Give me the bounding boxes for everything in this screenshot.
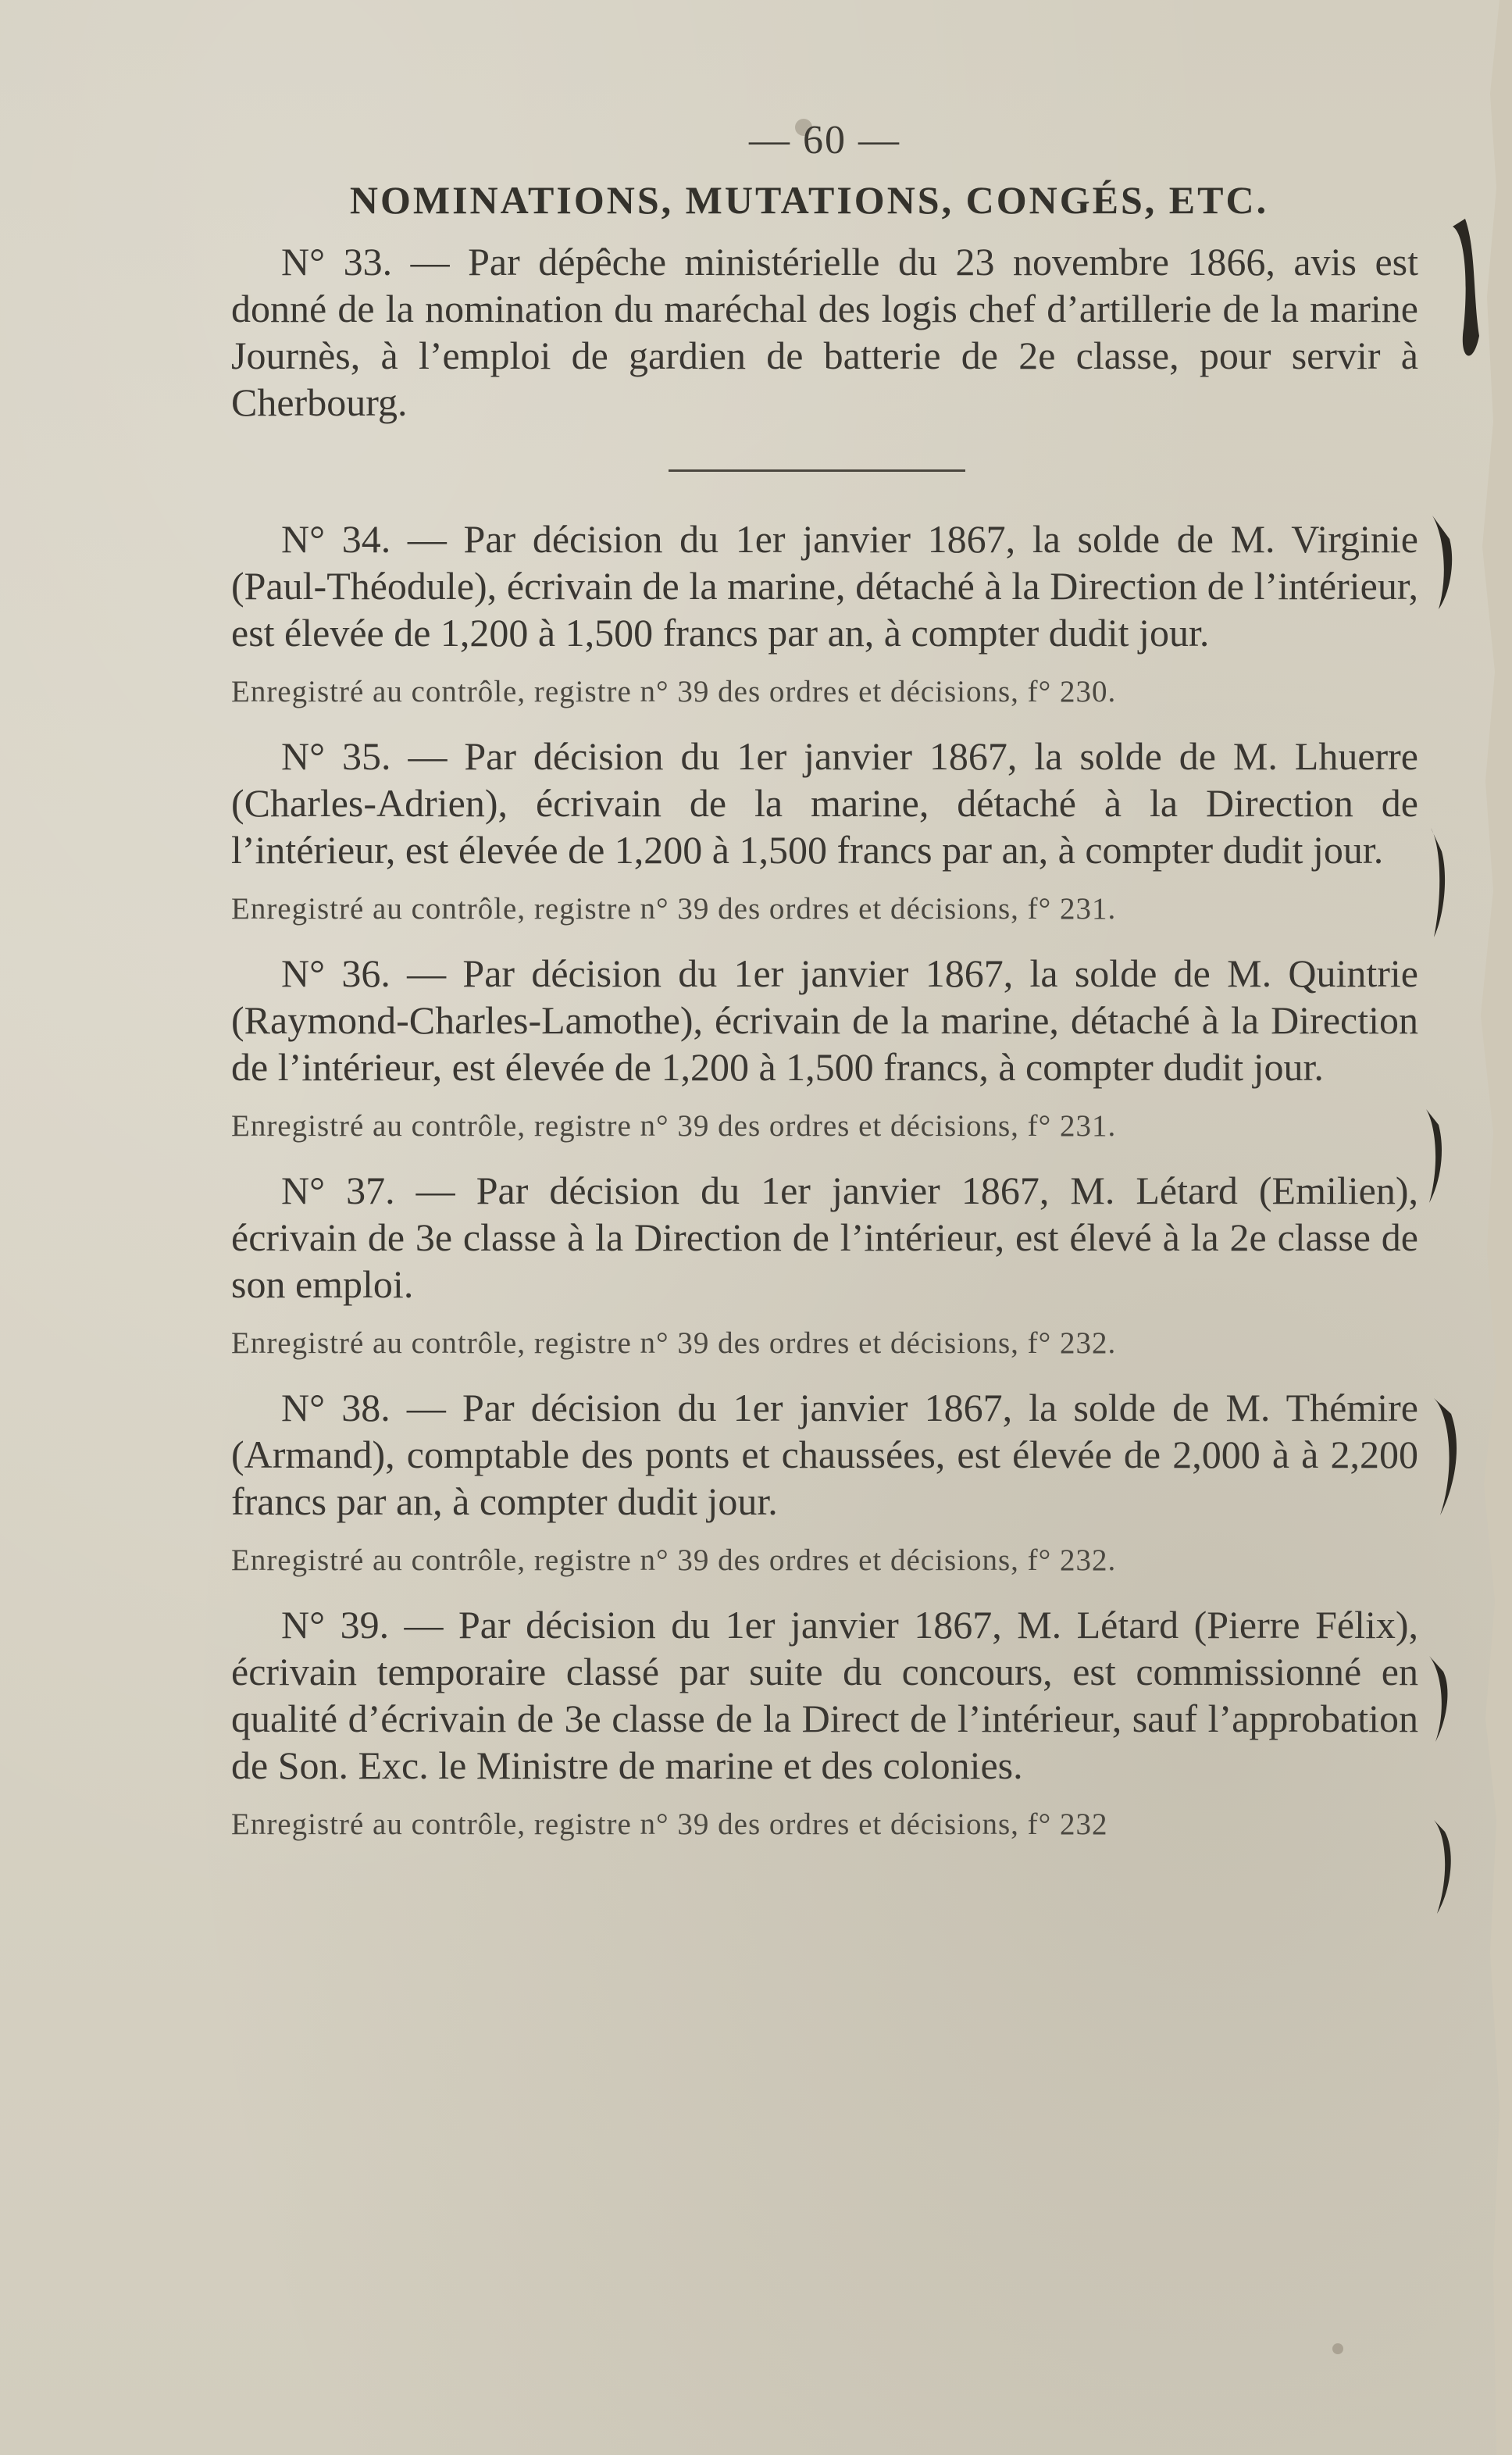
- registration-note: Enregistré au contrôle, registre n° 39 des ordres et décisions, f° 231.: [231, 1109, 1117, 1143]
- registration-note: Enregistré au contrôle, registre n° 39 des ordres et décisions, f° 232.: [231, 1543, 1117, 1577]
- entry-33: [231, 238, 1418, 426]
- entry-36: [231, 950, 1418, 1145]
- section-divider: [669, 469, 965, 472]
- document-page: [231, 117, 1418, 1865]
- torn-page-edge: [1418, 0, 1512, 2455]
- registration-note: Enregistré au contrôle, registre n° 39 des ordres et décisions, f° 232.: [231, 1326, 1117, 1360]
- ink-blot: [1332, 2343, 1343, 2354]
- entry-38: [231, 1384, 1418, 1579]
- entry-text: N° 33. — Par dépêche ministérielle du 23 novembre 1866, avis est donné de la nomination du maréchal des logis chef d’artillerie de la marine Journès, à l’emploi de gardien de batterie de 2e classe, pour servir à Cherbourg.: [231, 240, 1418, 424]
- entry-text: N° 37. — Par décision du 1er janvier 1867, M. Létard (Emilien), écrivain de 3e classe à la Direction de l’intérieur, est élevé à la 2e classe de son emploi.: [231, 1169, 1418, 1306]
- entry-text: N° 34. — Par décision du 1er janvier 1867, la solde de M. Virginie (Paul-Théodule), écrivain de la marine, détaché à la Direction de l’intérieur, est élevée de 1,200 à 1,500 francs par an, à compter dudit jour.: [231, 517, 1418, 655]
- section-title: NOMINATIONS, MUTATIONS, CONGÉS, ETC.: [349, 178, 1269, 222]
- entry-35: [231, 733, 1418, 928]
- registration-note: Enregistré au contrôle, registre n° 39 des ordres et décisions, f° 230.: [231, 675, 1117, 708]
- registration-note: Enregistré au contrôle, registre n° 39 des ordres et décisions, f° 232: [231, 1807, 1108, 1841]
- entry-34: [231, 516, 1418, 711]
- entry-text: N° 39. — Par décision du 1er janvier 1867, M. Létard (Pierre Félix), écrivain temporaire classé par suite du concours, est commissionné en qualité d’écrivain de 3e classe de la Direct de l’intérieur, sauf l’approbation de Son. Exc. le Ministre de marine et des colonies.: [231, 1603, 1418, 1787]
- entry-39: [231, 1601, 1418, 1843]
- entry-text: N° 38. — Par décision du 1er janvier 1867, la solde de M. Thémire (Armand), comptable des ponts et chaussées, est élevée de 2,000 à à 2,200 francs par an, à compter dudit jour.: [231, 1386, 1418, 1523]
- entry-37: [231, 1167, 1418, 1362]
- registration-note: Enregistré au contrôle, registre n° 39 des ordres et décisions, f° 231.: [231, 892, 1117, 926]
- page-number: — 60 —: [749, 118, 900, 162]
- entry-text: N° 36. — Par décision du 1er janvier 1867, la solde de M. Quintrie (Raymond-Charles-Lamothe), écrivain de la marine, détaché à la Direction de l’intérieur, est élevée de 1,200 à 1,500 francs, à compter dudit jour.: [231, 951, 1418, 1089]
- entry-text: N° 35. — Par décision du 1er janvier 1867, la solde de M. Lhuerre (Charles-Adrien), écrivain de la marine, détaché à la Direction de l’intérieur, est élevée de 1,200 à 1,500 francs par an, à compter dudit jour.: [231, 734, 1418, 872]
